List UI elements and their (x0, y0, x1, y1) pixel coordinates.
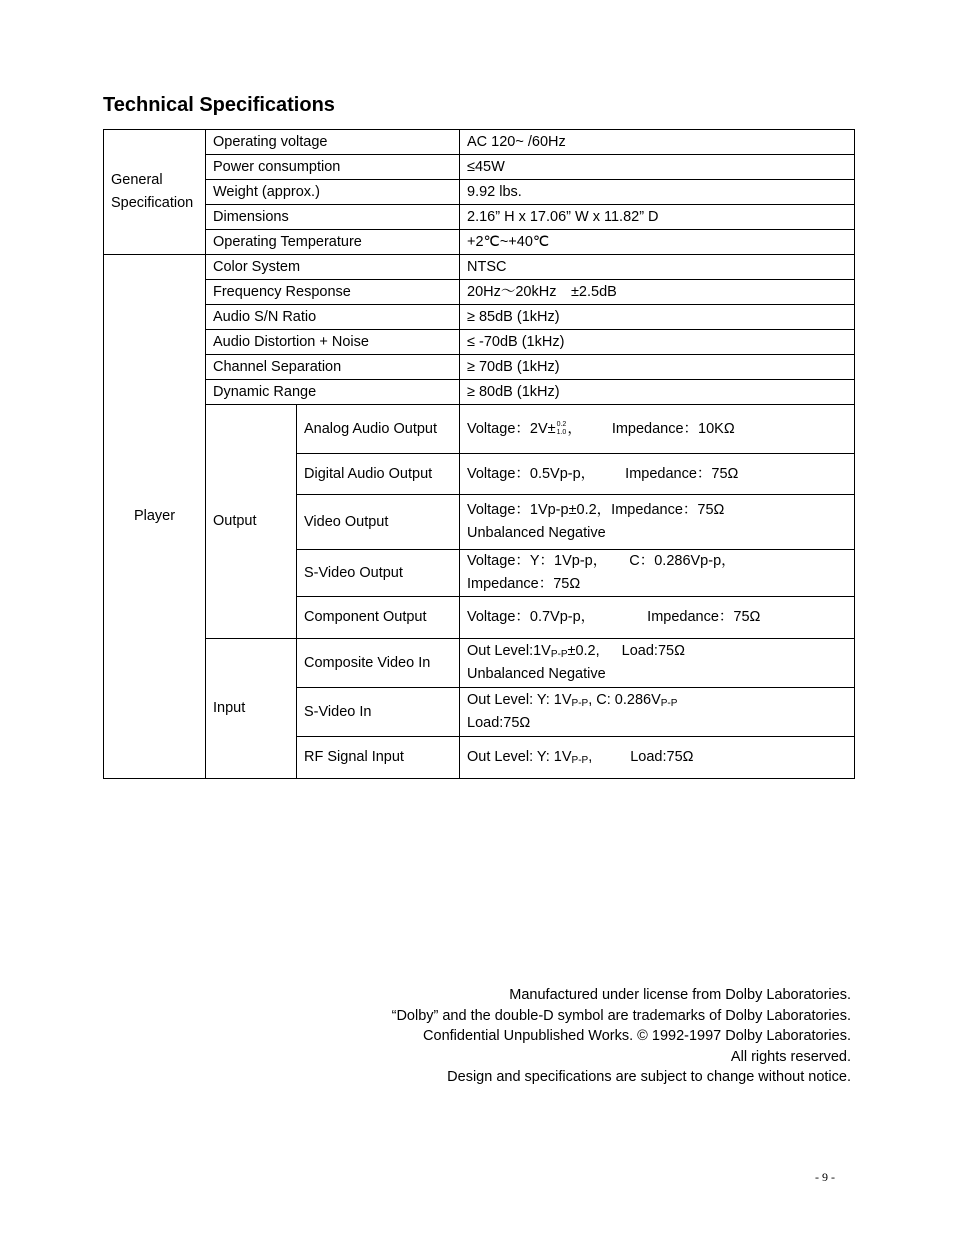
spec-value: ≥ 70dB (1kHz) (460, 355, 855, 380)
notice-line: Confidential Unpublished Works. © 1992-1997 Dolby Laboratories. (423, 1028, 851, 1044)
component-voltage: Voltage：0.7Vp-p， (467, 609, 596, 625)
spec-value: +2℃~+40℃ (460, 230, 855, 255)
table-row (104, 639, 855, 688)
spec-name: Power consumption (206, 155, 460, 180)
notice-line: Manufactured under license from Dolby Laboratories. (509, 987, 851, 1003)
spec-value: ≥ 85dB (1kHz) (460, 305, 855, 330)
digital-impedance: Impedance：75Ω (625, 465, 739, 482)
notice-line: All rights reserved. (730, 1048, 851, 1065)
spec-name: Operating voltage (206, 130, 460, 155)
table-row (104, 180, 855, 205)
spec-value: ≤45W (460, 155, 855, 180)
spec-value: NTSC (460, 255, 855, 280)
component-impedance: Impedance：75Ω (647, 609, 761, 625)
player-label: Player (104, 255, 206, 779)
spec-name: S-Video Output (297, 550, 460, 597)
table-row (104, 355, 855, 380)
table-row (104, 230, 855, 255)
spec-value (460, 737, 855, 779)
svideo-y: Voltage：Y：1Vp-p， (467, 553, 608, 569)
svideo-in-c: , C: 0.286V (588, 692, 661, 708)
composite-tol: ±0.2, (567, 643, 600, 659)
svideo-in-sub-1: P-P (571, 698, 589, 709)
spec-name: Composite Video In (297, 639, 460, 688)
notice-line: Design and specifications are subject to change without notice. (447, 1069, 851, 1085)
composite-sub: P-P (550, 649, 568, 660)
table-row (104, 155, 855, 180)
general-specification-label: General Specification (104, 130, 206, 255)
tolerance-top: 0.2 (556, 420, 567, 428)
input-label: Input (206, 639, 297, 779)
output-label: Output (206, 405, 297, 639)
spec-name: Audio Distortion + Noise (206, 330, 460, 355)
spec-name: Digital Audio Output (297, 454, 460, 495)
svideo-impedance: Impedance：75Ω (467, 576, 581, 592)
page-number: - 9 - (815, 1170, 835, 1184)
rf-sub: P-P (571, 755, 589, 766)
composite-level: Out Level:1V (467, 643, 551, 659)
table-row (104, 330, 855, 355)
table-row (104, 205, 855, 230)
spec-name: Analog Audio Output (297, 405, 460, 454)
specifications-table (103, 129, 855, 779)
spec-value (460, 639, 855, 688)
spec-name: RF Signal Input (297, 737, 460, 779)
table-row (104, 305, 855, 330)
table-row (104, 130, 855, 155)
analog-voltage: Voltage：2V± (467, 420, 556, 437)
digital-voltage: Voltage：0.5Vp-p， (467, 465, 596, 482)
spec-name: Frequency Response (206, 280, 460, 305)
license-notice (392, 985, 851, 1088)
spec-value: 20Hz～20kHz ±2.5dB (460, 280, 855, 305)
spec-name: Dimensions (206, 205, 460, 230)
svideo-c: C：0.286Vp-p， (629, 553, 736, 569)
spec-value (460, 405, 855, 454)
analog-impedance: Impedance：10KΩ (611, 420, 735, 437)
spec-value (460, 597, 855, 639)
notice-line: “Dolby” and the double-D symbol are trademarks of Dolby Laboratories. (391, 1007, 851, 1024)
spec-value: ≥ 80dB (1kHz) (460, 380, 855, 405)
spec-name: Dynamic Range (206, 380, 460, 405)
spec-name: Color System (206, 255, 460, 280)
table-row (104, 380, 855, 405)
rf-comma: , (588, 749, 593, 765)
svideo-in-sub-2: P-P (660, 698, 678, 709)
spec-value: AC 120~ /60Hz (460, 130, 855, 155)
spec-name: Video Output (297, 495, 460, 550)
composite-line-2: Unbalanced Negative (467, 666, 606, 682)
spec-name: Audio S/N Ratio (206, 305, 460, 330)
spec-value (460, 688, 855, 737)
rf-level: Out Level: Y: 1V (467, 749, 572, 765)
tolerance-fraction (557, 421, 567, 437)
tolerance-bottom: 1.0 (556, 428, 567, 436)
table-row (104, 255, 855, 280)
analog-tail: ， (567, 420, 582, 437)
spec-value (460, 550, 855, 597)
table-row (104, 405, 855, 454)
table-row (104, 280, 855, 305)
video-line-1: Voltage：1Vp-p±0.2，Impedance：75Ω (467, 502, 725, 518)
page-title: Technical Specifications (103, 94, 335, 116)
spec-value: 2.16” H x 17.06” W x 11.82” D (460, 205, 855, 230)
svideo-in-y: Out Level: Y: 1V (467, 692, 572, 708)
spec-name: Channel Separation (206, 355, 460, 380)
spec-name: Weight (approx.) (206, 180, 460, 205)
spec-name: S-Video In (297, 688, 460, 737)
spec-name: Operating Temperature (206, 230, 460, 255)
spec-value (460, 454, 855, 495)
svideo-in-load: Load:75Ω (467, 715, 531, 731)
spec-value (460, 495, 855, 550)
video-line-2: Unbalanced Negative (467, 525, 606, 541)
spec-value: ≤ -70dB (1kHz) (460, 330, 855, 355)
spec-value: 9.92 lbs. (460, 180, 855, 205)
composite-load: Load:75Ω (621, 643, 685, 659)
rf-load: Load:75Ω (630, 749, 694, 765)
spec-name: Component Output (297, 597, 460, 639)
